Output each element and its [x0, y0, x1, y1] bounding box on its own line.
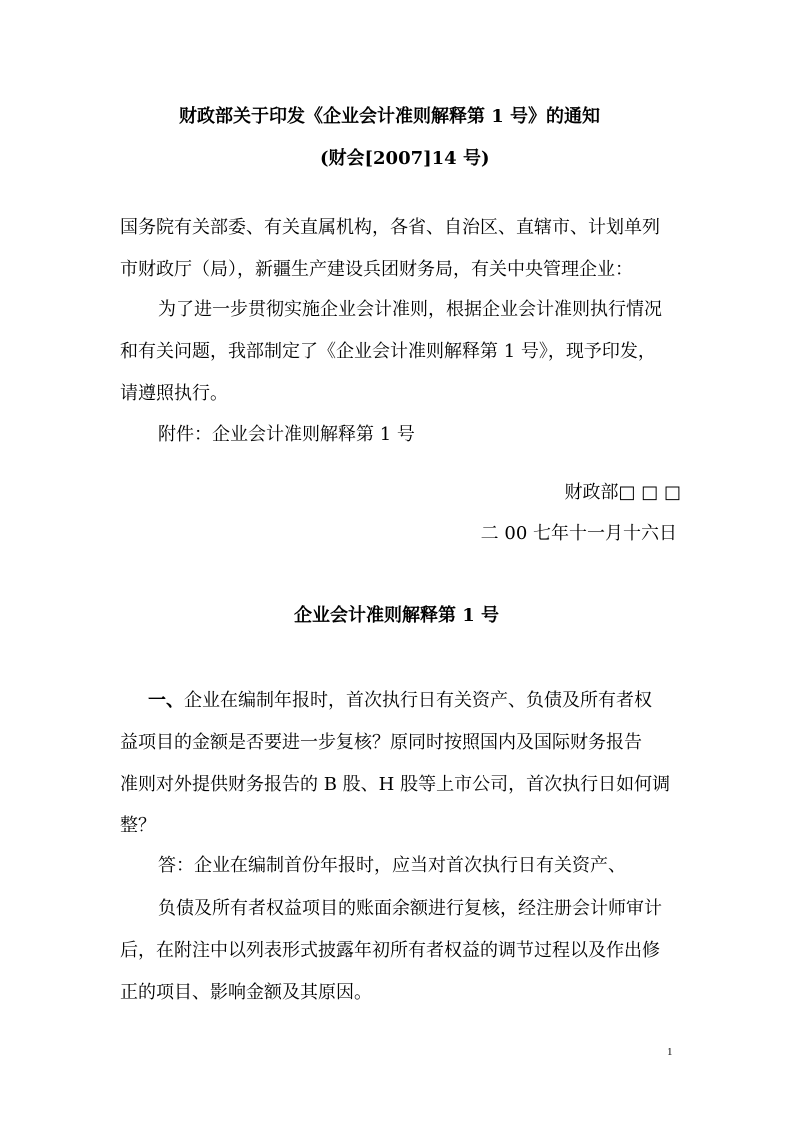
question-1-line-1: [148, 689, 652, 713]
signature: 财政部□ □ □: [564, 482, 681, 503]
body-line-1: 为了进一步贯彻实施企业会计准则，根据企业会计准则执行情况: [158, 299, 662, 320]
date: 二 00 七年十一月十六日: [480, 523, 677, 544]
page-number: 1: [667, 1046, 673, 1058]
interpretation-heading: 企业会计准则解释第 1 号: [294, 605, 500, 626]
answer-1-line-2: 负债及所有者权益项目的账面余额进行复核，经注册会计师审计: [158, 898, 662, 919]
body-line-2: 和有关问题，我部制定了《企业会计准则解释第 1 号》，现予印发，: [120, 341, 656, 362]
body-line-3: 请遵照执行。: [120, 383, 228, 404]
question-1-line-2: 益项目的金额是否要进一步复核？原同时按照国内及国际财务报告: [120, 732, 642, 753]
answer-1-line-4: 正的项目、影响金额及其原因。: [120, 982, 372, 1003]
question-1-line-4: 整？: [120, 815, 156, 836]
answer-1-line-1: 答：企业在编制首份年报时，应当对首次执行日有关资产、: [158, 855, 626, 876]
attachment-line: 附件：企业会计准则解释第 1 号: [158, 424, 415, 445]
answer-1-line-3: 后，在附注中以列表形式披露年初所有者权益的调节过程以及作出修: [120, 940, 660, 961]
recipients-line-2: 市财政厅（局），新疆生产建设兵团财务局，有关中央管理企业：: [120, 259, 633, 280]
doc-number: (财会[2007]14 号): [320, 148, 490, 169]
recipients-line-1: 国务院有关部委、有关直属机构，各省、自治区、直辖市、计划单列: [120, 217, 660, 238]
question-1-line-3: 准则对外提供财务报告的 B 股、H 股等上市公司，首次执行日如何调: [120, 774, 671, 795]
question-1-number: 一、: [148, 690, 184, 711]
question-1-text: 企业在编制年报时，首次执行日有关资产、负债及所有者权: [184, 690, 652, 711]
notice-title: 财政部关于印发《企业会计准则解释第 1 号》的通知: [179, 106, 601, 127]
